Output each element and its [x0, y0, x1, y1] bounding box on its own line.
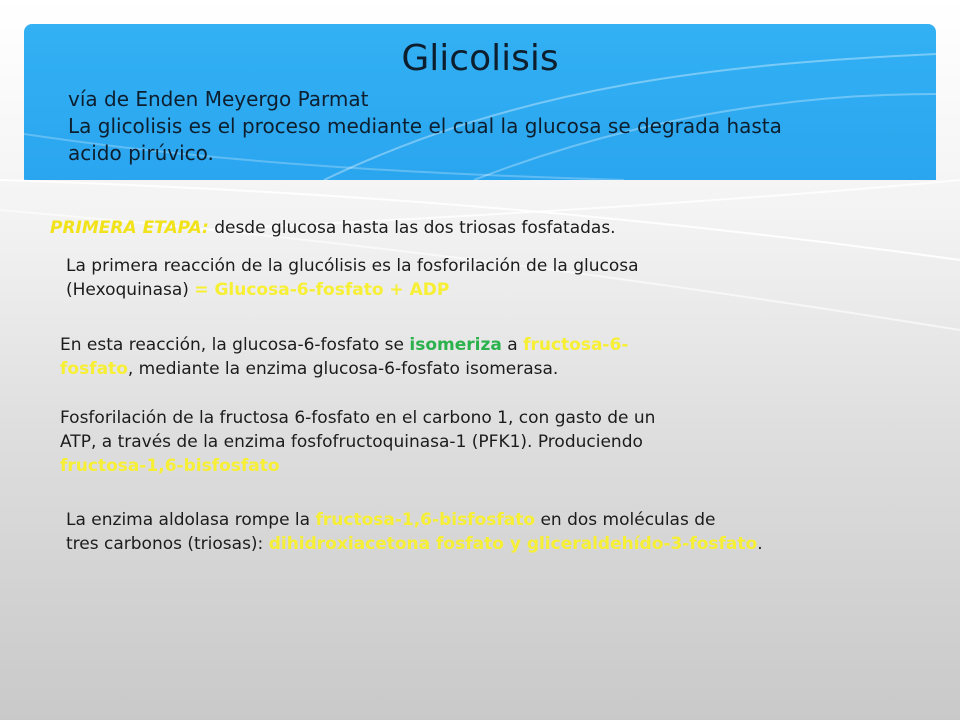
paragraph-aldolasa [66, 508, 763, 556]
p4-triosas-highlight: dihidroxiacetona fosfato y gliceraldehído-3-fosfato [268, 534, 758, 554]
p1-line1: La primera reacción de la glucólisis es la fosforilación de la glucosa [66, 256, 639, 276]
p4-text-b: en dos moléculas de [535, 510, 716, 530]
p2-fructosa-highlight-2: fosfato [60, 359, 128, 379]
p3-line1: Fosforilación de la fructosa 6-fosfato en el carbono 1, con gasto de un [60, 408, 656, 428]
p1-line2-text: (Hexoquinasa) [66, 280, 195, 300]
stage-label: PRIMERA ETAPA: [50, 218, 209, 238]
subtitle-line-1: vía de Enden Meyergo Parmat [68, 87, 369, 111]
p2-isomeriza-highlight: isomeriza [409, 335, 502, 355]
p4-text-c: tres carbonos (triosas): [66, 534, 269, 554]
stage-heading [50, 216, 616, 240]
p2-fructosa-highlight-1: fructosa-6- [523, 335, 629, 355]
paragraph-hexoquinasa [66, 254, 639, 302]
p1-product-highlight: = Glucosa-6-fosfato + ADP [194, 280, 450, 300]
stage-text: desde glucosa hasta las dos triosas fosfatadas. [208, 218, 616, 238]
p4-fructosa-highlight: fructosa-1,6-bisfosfato [315, 510, 536, 530]
paragraph-pfk1 [60, 406, 655, 478]
subtitle-line-3: acido pirúvico. [68, 141, 214, 165]
slide-subtitle [68, 86, 928, 167]
p4-text-a: La enzima aldolasa rompe la [66, 510, 316, 530]
slide-title: Glicolisis [401, 38, 559, 79]
p2-text-b: a [501, 335, 524, 355]
p4-text-d: . [757, 534, 763, 554]
p3-product-highlight: fructosa-1,6-bisfosfato [60, 456, 280, 476]
title-banner [24, 24, 936, 180]
paragraph-isomerasa [60, 333, 628, 381]
p3-line2: ATP, a través de la enzima fosfofructoquinasa-1 (PFK1). Produciendo [60, 432, 643, 452]
subtitle-line-2: La glicolisis es el proceso mediante el cual la glucosa se degrada hasta [68, 114, 782, 138]
p2-text-c: , mediante la enzima glucosa-6-fosfato isomerasa. [127, 359, 559, 379]
p2-text-a: En esta reacción, la glucosa-6-fosfato se [60, 335, 410, 355]
